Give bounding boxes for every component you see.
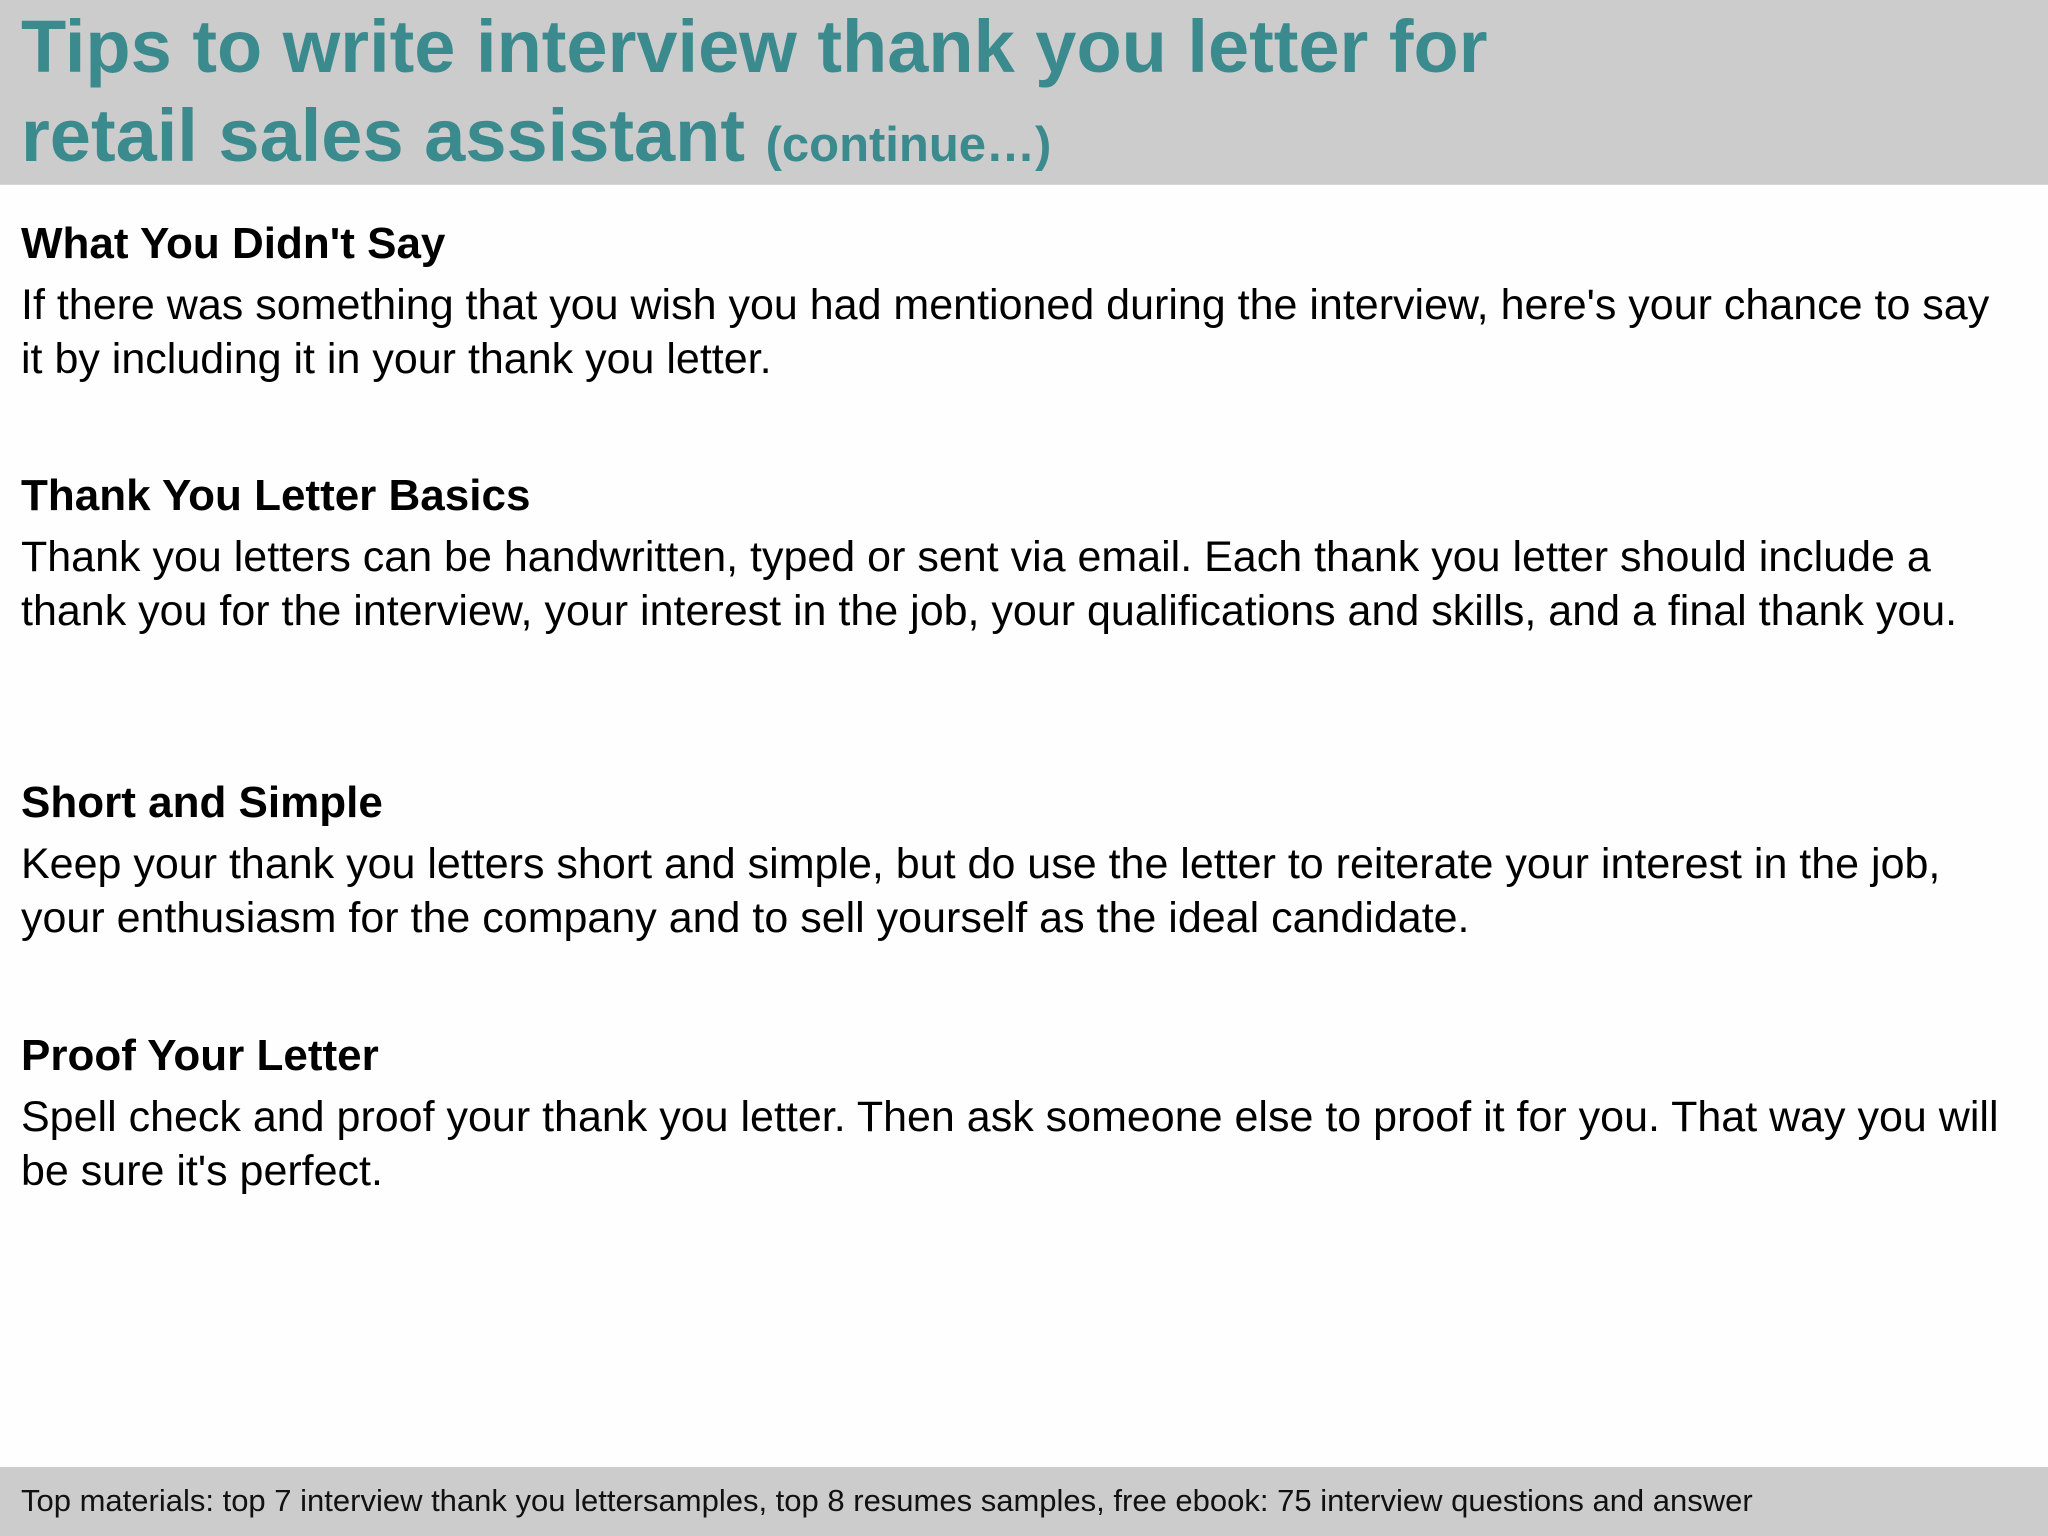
title-continue-label: (continue…) [765,118,1052,172]
page-title [21,2,1488,190]
footer-bar [0,1467,2048,1536]
section-body: Keep your thank you letters short and simple, but do use the letter to reiterate your interest in the job, your enthusiasm for the company and to sell yourself as the ideal candidate. [21,840,1941,942]
title-line-2: retail sales assistant [21,94,745,177]
section-heading: Short and Simple [21,778,383,827]
section-short-and-simple [21,773,2011,945]
section-proof-your-letter [21,1026,2011,1198]
title-bar [0,0,2048,185]
section-body: If there was something that you wish you had mentioned during the interview, here's your chance to say it by including it in your thank you letter. [21,281,1990,383]
section-heading: Proof Your Letter [21,1031,379,1080]
section-what-you-didnt-say [21,214,2011,386]
title-line-1: Tips to write interview thank you letter for [21,5,1488,88]
section-heading: What You Didn't Say [21,219,446,268]
footer-text: Top materials: top 7 interview thank you lettersamples, top 8 resumes samples, free ebook: 75 interview questions and answer [21,1483,1753,1518]
section-body: Thank you letters can be handwritten, typed or sent via email. Each thank you letter should include a thank you for the interview, your interest in the job, your qualifications and skills, and a final thank you. [21,533,1958,635]
section-heading: Thank You Letter Basics [21,471,531,520]
section-thank-you-letter-basics [21,466,2011,638]
section-body: Spell check and proof your thank you letter. Then ask someone else to proof it for you. That way you will be sure it's perfect. [21,1093,1999,1195]
